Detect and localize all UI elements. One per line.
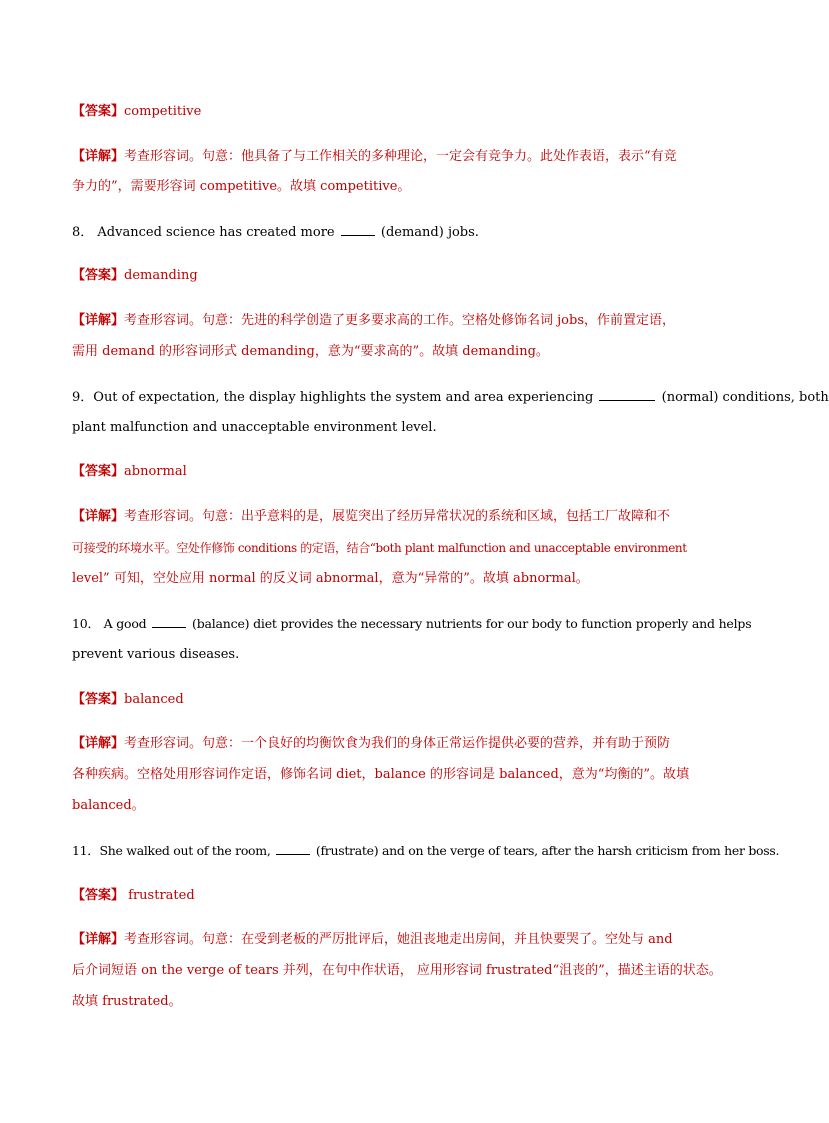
answer-text: frustrated bbox=[128, 888, 195, 903]
detail-tag: 【详解】 bbox=[72, 149, 125, 164]
detail-line bbox=[72, 931, 732, 949]
detail-tag: 【详解】 bbox=[72, 736, 125, 751]
question-number: 10． bbox=[72, 616, 100, 631]
detail-text: 考查形容词。句意：先进的科学创造了更多要求高的工作。空格处修饰名词 jobs，作前置定语， bbox=[124, 313, 675, 328]
question-11 bbox=[72, 842, 780, 860]
detail-text: 可接受的环境水平。空处作修饰 conditions 的定语，结合“both plant malfunction and unacceptable environment bbox=[72, 541, 687, 555]
detail-text: 故填 frustrated。 bbox=[72, 994, 182, 1009]
question-8 bbox=[72, 223, 732, 242]
question-10 bbox=[72, 615, 752, 633]
answer-text: balanced bbox=[124, 692, 184, 707]
question-9 bbox=[72, 388, 829, 407]
answer-text: competitive bbox=[124, 104, 202, 119]
answer-blank[interactable] bbox=[152, 615, 186, 628]
answer-line bbox=[72, 103, 732, 121]
question-text: (normal) conditions, both bbox=[661, 390, 829, 405]
detail-text: 后介词短语 on the verge of tears 并列，在句中作状语， 应用形容词 frustrated“沮丧的”，描述主语的状态。 bbox=[72, 963, 722, 978]
detail-text: 考查形容词。句意：在受到老板的严厉批评后，她沮丧地走出房间，并且快要哭了。空处与 and bbox=[124, 932, 673, 947]
question-number: 9． bbox=[72, 390, 94, 405]
answer-blank[interactable] bbox=[341, 223, 375, 236]
detail-text: 争力的”，需要形容词 competitive。故填 competitive。 bbox=[72, 179, 411, 194]
detail-text: balanced。 bbox=[72, 798, 145, 813]
answer-tag: 【答案】 bbox=[72, 268, 125, 283]
answer-tag: 【答案】 bbox=[72, 888, 125, 903]
detail-text: level” 可知，空处应用 normal 的反义词 abnormal，意为“异常的”。故填 abnormal。 bbox=[72, 571, 589, 586]
detail-text: 考查形容词。句意：一个良好的均衡饮食为我们的身体正常运作提供必要的营养，并有助于预防 bbox=[124, 736, 671, 751]
answer-blank[interactable] bbox=[599, 388, 655, 401]
question-text: (demand) jobs. bbox=[380, 225, 479, 240]
answer-line bbox=[72, 691, 732, 709]
question-text: A good bbox=[103, 616, 147, 631]
detail-tag: 【详解】 bbox=[72, 932, 125, 947]
answer-blank[interactable] bbox=[276, 842, 310, 855]
detail-tag: 【详解】 bbox=[72, 509, 125, 524]
question-text: plant malfunction and unacceptable environment level. bbox=[72, 420, 437, 435]
detail-text: 需用 demand 的形容词形式 demanding，意为“要求高的”。故填 demanding。 bbox=[72, 344, 549, 359]
detail-tag: 【详解】 bbox=[72, 313, 125, 328]
answer-text: demanding bbox=[124, 268, 198, 283]
question-text: Advanced science has created more bbox=[97, 225, 335, 240]
question-text: She walked out of the room, bbox=[99, 843, 271, 858]
question-text: prevent various diseases. bbox=[72, 647, 240, 662]
detail-text: 考查形容词。句意：出乎意料的是，展览突出了经历异常状况的系统和区域，包括工厂故障和不 bbox=[124, 509, 671, 524]
answer-line bbox=[72, 267, 732, 285]
detail-line bbox=[72, 735, 732, 753]
question-text: (balance) diet provides the necessary nutrients for our body to function properly and helps bbox=[192, 616, 752, 631]
answer-line bbox=[72, 463, 732, 481]
answer-tag: 【答案】 bbox=[72, 104, 125, 119]
question-text: (frustrate) and on the verge of tears, after the harsh criticism from her boss. bbox=[315, 843, 780, 858]
detail-line bbox=[72, 312, 732, 330]
question-number: 8． bbox=[72, 225, 94, 240]
answer-line bbox=[72, 887, 732, 905]
detail-text: 考查形容词。句意：他具备了与工作相关的多种理论，一定会有竞争力。此处作表语，表示“有竞 bbox=[124, 149, 677, 164]
question-number: 11． bbox=[72, 843, 100, 858]
question-text: Out of expectation, the display highlights the system and area experiencing bbox=[93, 390, 594, 405]
answer-text: abnormal bbox=[124, 464, 187, 479]
detail-text: 各种疾病。空格处用形容词作定语，修饰名词 diet，balance 的形容词是 balanced，意为“均衡的”。故填 bbox=[72, 767, 690, 782]
detail-line bbox=[72, 148, 732, 166]
answer-tag: 【答案】 bbox=[72, 464, 125, 479]
answer-tag: 【答案】 bbox=[72, 692, 125, 707]
detail-line bbox=[72, 508, 732, 526]
